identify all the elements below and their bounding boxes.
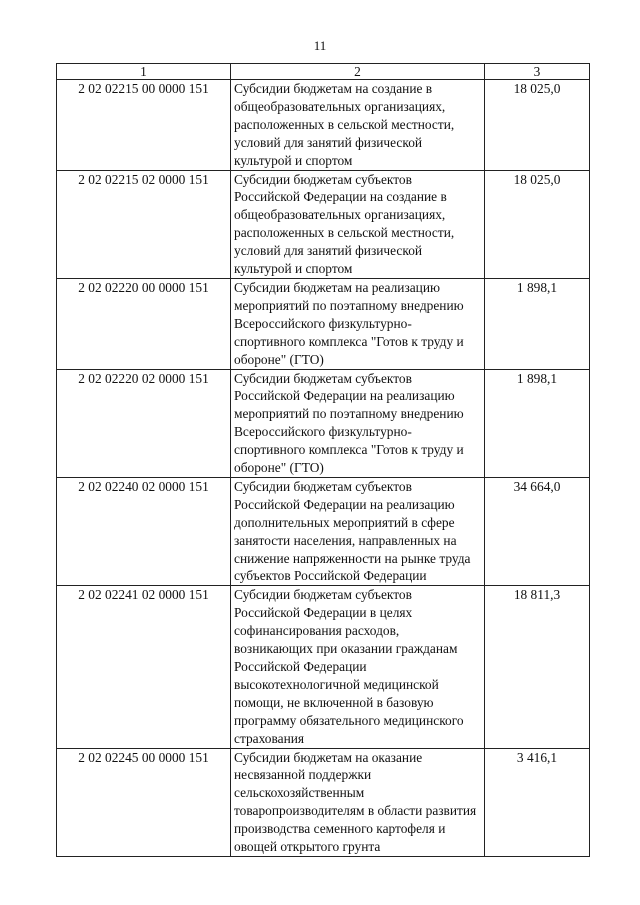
description-cell: Субсидии бюджетам субъектов Российской Федерации на реализацию мероприятий по поэтапному внедрению Всероссийского физкультурно-спортивного комплекса "Готов к труду и обороне" (ГТО) xyxy=(231,369,485,477)
description-cell: Субсидии бюджетам субъектов Российской Федерации на реализацию дополнительных мероприятий в сфере занятости населения, направленных на снижение напряженности на рынке труда субъектов Российской Федерации xyxy=(231,477,485,585)
amount-cell: 18 025,0 xyxy=(485,80,590,171)
description-cell: Субсидии бюджетам субъектов Российской Федерации в целях софинансирования расходов, возникающих при оказании гражданам Российской Федерации высокотехнологичной медицинской помощи, не включенной в базовую программу обязательного медицинского страхования xyxy=(231,586,485,748)
amount-cell: 18 025,0 xyxy=(485,170,590,278)
budget-table xyxy=(56,63,590,857)
budget-code-cell: 2 02 02220 00 0000 151 xyxy=(57,278,231,369)
header-column-name: 2 xyxy=(231,64,485,80)
budget-code-cell: 2 02 02215 00 0000 151 xyxy=(57,80,231,171)
table-row xyxy=(57,170,590,278)
description-cell: Субсидии бюджетам на реализацию мероприятий по поэтапному внедрению Всероссийского физкультурно-спортивного комплекса "Готов к труду и обороне" (ГТО) xyxy=(231,278,485,369)
page-number: 11 xyxy=(313,38,327,53)
table-header-row xyxy=(57,64,590,80)
header-column-code: 1 xyxy=(57,64,231,80)
amount-cell: 18 811,3 xyxy=(485,586,590,748)
budget-code-cell: 2 02 02245 00 0000 151 xyxy=(57,748,231,856)
description-cell: Субсидии бюджетам на оказание несвязанной поддержки сельскохозяйственным товаропроизводителям в области развития производства семенного картофеля и овощей открытого грунта xyxy=(231,748,485,856)
description-cell: Субсидии бюджетам субъектов Российской Федерации на создание в общеобразовательных организациях, расположенных в сельской местности, условий для занятий физической культурой и спортом xyxy=(231,170,485,278)
table-row xyxy=(57,369,590,477)
budget-code-cell: 2 02 02240 02 0000 151 xyxy=(57,477,231,585)
header-column-sum: 3 xyxy=(485,64,590,80)
table-row xyxy=(57,80,590,171)
amount-cell: 1 898,1 xyxy=(485,278,590,369)
amount-cell: 1 898,1 xyxy=(485,369,590,477)
description-cell: Субсидии бюджетам на создание в общеобразовательных организациях, расположенных в сельской местности, условий для занятий физической культурой и спортом xyxy=(231,80,485,171)
budget-code-cell: 2 02 02215 02 0000 151 xyxy=(57,170,231,278)
table-row xyxy=(57,586,590,748)
amount-cell: 3 416,1 xyxy=(485,748,590,856)
budget-code-cell: 2 02 02220 02 0000 151 xyxy=(57,369,231,477)
table-row xyxy=(57,477,590,585)
table-row xyxy=(57,748,590,856)
budget-code-cell: 2 02 02241 02 0000 151 xyxy=(57,586,231,748)
table-row xyxy=(57,278,590,369)
amount-cell: 34 664,0 xyxy=(485,477,590,585)
